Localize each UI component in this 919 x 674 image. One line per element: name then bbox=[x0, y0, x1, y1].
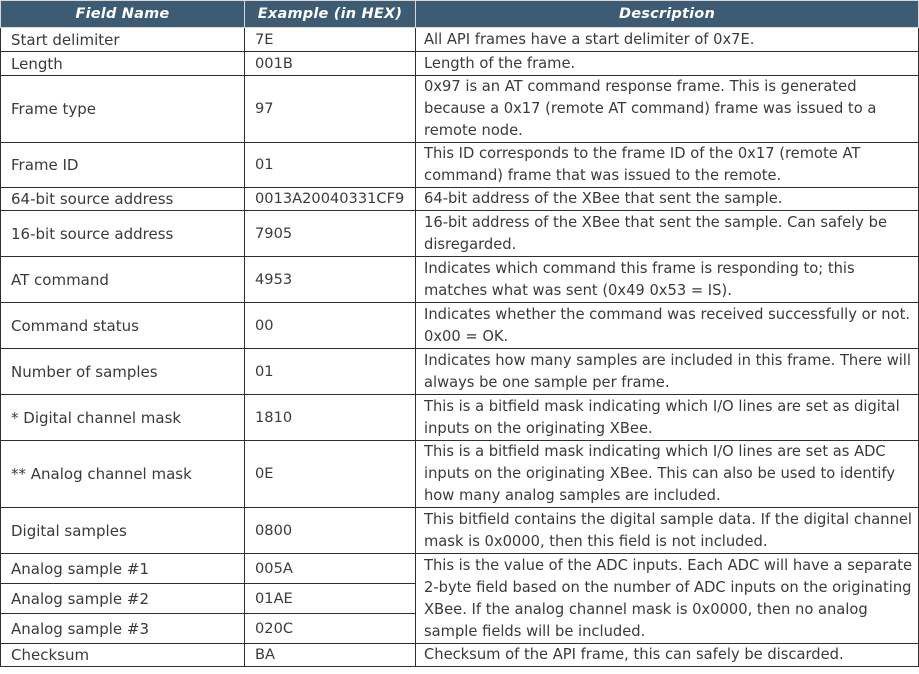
table-row bbox=[1, 52, 919, 76]
cell-field: Command status bbox=[1, 303, 245, 349]
table-row bbox=[1, 441, 919, 508]
cell-field: Start delimiter bbox=[1, 28, 245, 52]
cell-hex: 0800 bbox=[245, 508, 416, 554]
cell-field: Length bbox=[1, 52, 245, 76]
cell-hex: 01 bbox=[245, 143, 416, 188]
cell-description: This bitfield contains the digital sample data. If the digital channel mask is 0x0000, then this field is not included. bbox=[416, 508, 919, 554]
cell-field: Frame type bbox=[1, 76, 245, 143]
cell-field: ** Analog channel mask bbox=[1, 441, 245, 508]
cell-hex: 01 bbox=[245, 349, 416, 395]
cell-field: Frame ID bbox=[1, 143, 245, 188]
cell-description: 0x97 is an AT command response frame. This is generated because a 0x17 (remote AT command) frame was issued to a remote node. bbox=[416, 76, 919, 143]
cell-hex: BA bbox=[245, 644, 416, 667]
table-row bbox=[1, 143, 919, 188]
cell-hex: 7905 bbox=[245, 211, 416, 257]
cell-description: Indicates how many samples are included in this frame. There will always be one sample per frame. bbox=[416, 349, 919, 395]
cell-description: This is a bitfield mask indicating which I/O lines are set as digital inputs on the originating XBee. bbox=[416, 395, 919, 441]
table-row bbox=[1, 257, 919, 303]
table-row bbox=[1, 395, 919, 441]
cell-hex: 020C bbox=[245, 614, 416, 644]
cell-field: Digital samples bbox=[1, 508, 245, 554]
table-row bbox=[1, 188, 919, 211]
table-row bbox=[1, 554, 919, 584]
cell-field: Analog sample #1 bbox=[1, 554, 245, 584]
header-example: Example (in HEX) bbox=[245, 1, 416, 28]
cell-field: * Digital channel mask bbox=[1, 395, 245, 441]
cell-hex: 7E bbox=[245, 28, 416, 52]
table-row bbox=[1, 303, 919, 349]
cell-description: Length of the frame. bbox=[416, 52, 919, 76]
table-row bbox=[1, 211, 919, 257]
cell-description: Indicates whether the command was received successfully or not. 0x00 = OK. bbox=[416, 303, 919, 349]
cell-field: 64-bit source address bbox=[1, 188, 245, 211]
cell-field: Number of samples bbox=[1, 349, 245, 395]
cell-hex: 00 bbox=[245, 303, 416, 349]
cell-description-analog-samples: This is the value of the ADC inputs. Each ADC will have a separate 2-byte field based on the number of ADC inputs on the originating XBee. If the analog channel mask is 0x0000, then no analog sample fields will be included. bbox=[416, 554, 919, 644]
cell-description: 16-bit address of the XBee that sent the sample. Can safely be disregarded. bbox=[416, 211, 919, 257]
table-row bbox=[1, 349, 919, 395]
cell-field: Analog sample #2 bbox=[1, 584, 245, 614]
cell-field: 16-bit source address bbox=[1, 211, 245, 257]
cell-hex: 001B bbox=[245, 52, 416, 76]
cell-hex: 01AE bbox=[245, 584, 416, 614]
cell-hex: 4953 bbox=[245, 257, 416, 303]
cell-hex: 005A bbox=[245, 554, 416, 584]
table-row bbox=[1, 644, 919, 667]
cell-field: AT command bbox=[1, 257, 245, 303]
cell-description: This is a bitfield mask indicating which I/O lines are set as ADC inputs on the originating XBee. This can also be used to identify how many analog samples are included. bbox=[416, 441, 919, 508]
table-row bbox=[1, 508, 919, 554]
header-field-name: Field Name bbox=[1, 1, 245, 28]
cell-field: Analog sample #3 bbox=[1, 614, 245, 644]
cell-hex: 1810 bbox=[245, 395, 416, 441]
table-row bbox=[1, 76, 919, 143]
cell-hex: 0E bbox=[245, 441, 416, 508]
cell-field: Checksum bbox=[1, 644, 245, 667]
cell-hex: 0013A20040331CF9 bbox=[245, 188, 416, 211]
table-row bbox=[1, 28, 919, 52]
header-row bbox=[1, 1, 919, 28]
cell-hex: 97 bbox=[245, 76, 416, 143]
cell-description: 64-bit address of the XBee that sent the sample. bbox=[416, 188, 919, 211]
cell-description: This ID corresponds to the frame ID of the 0x17 (remote AT command) frame that was issued to the remote. bbox=[416, 143, 919, 188]
cell-description: All API frames have a start delimiter of 0x7E. bbox=[416, 28, 919, 52]
header-description: Description bbox=[416, 1, 919, 28]
cell-description: Indicates which command this frame is responding to; this matches what was sent (0x49 0x53 = IS). bbox=[416, 257, 919, 303]
cell-description: Checksum of the API frame, this can safely be discarded. bbox=[416, 644, 919, 667]
